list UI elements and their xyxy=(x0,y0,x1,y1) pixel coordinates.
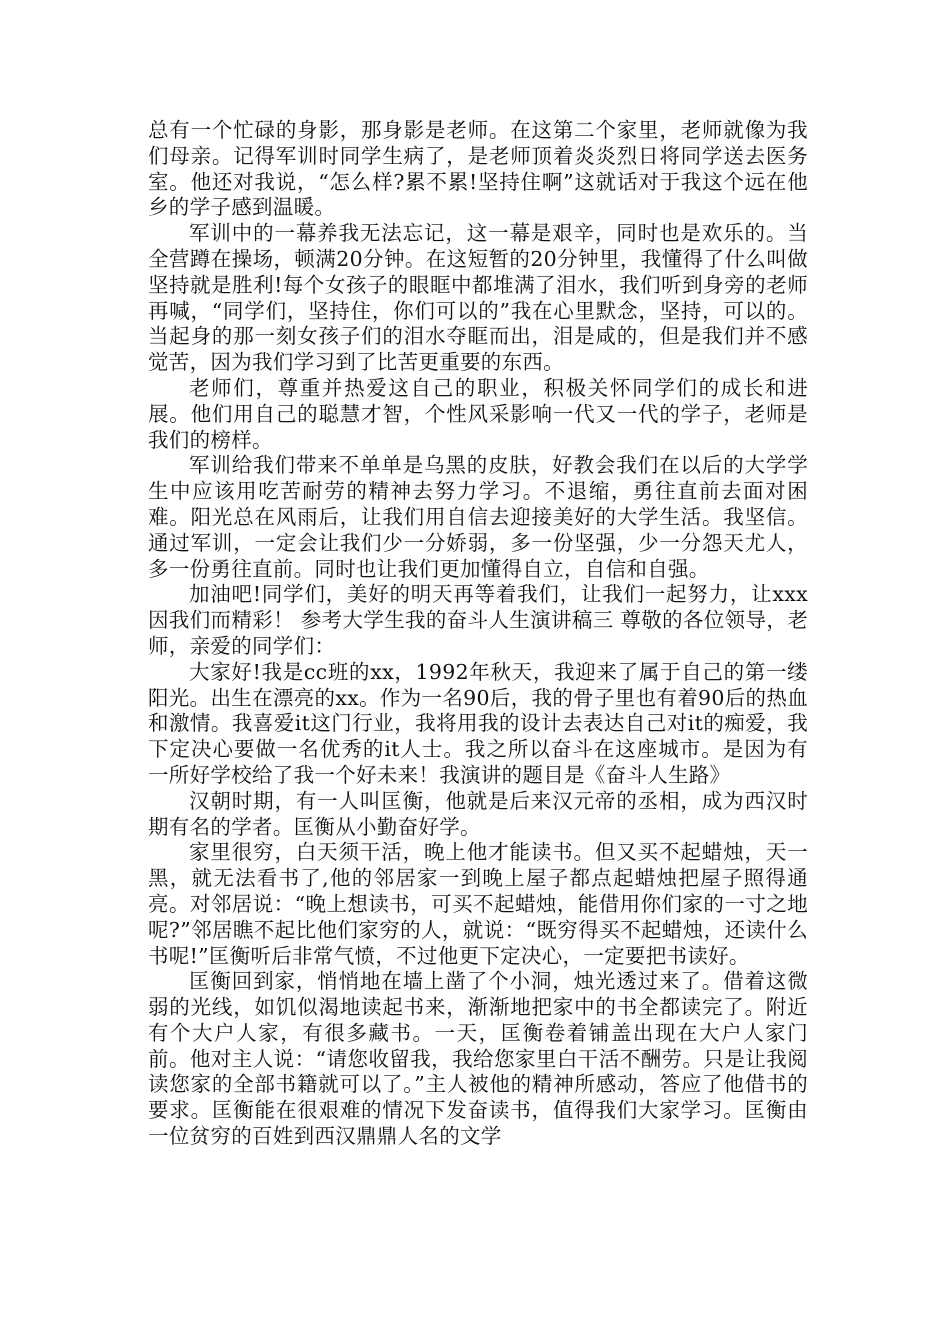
paragraph-4: 军训给我们带来不单单是乌黑的皮肤，好教会我们在以后的大学学生中应该用吃苦耐劳的精神去努力学习。不退缩，勇往直前去面对困难。阳光总在风雨后，让我们用自信去迎接美好的大学生活。我坚信。通过军训，一定会让我们少一分娇弱，多一份坚强，少一分怨天尤人，多一份勇往直前。同时也让我们更加懂得自立，自信和自强。 xyxy=(148,453,808,581)
paragraph-3: 老师们，尊重并热爱这自己的职业，积极关怀同学们的成长和进展。他们用自己的聪慧才智，个性风采影响一代又一代的学子，老师是我们的榜样。 xyxy=(148,375,808,452)
paragraph-6: 大家好!我是cc班的xx，1992年秋天，我迎来了属于自己的第一缕阳光。出生在漂亮的xx。作为一名90后，我的骨子里也有着90后的热血和激情。我喜爱it这门行业，我将用我的设计去表达自己对it的痴爱，我下定决心要做一名优秀的it人士。我之所以奋斗在这座城市。是因为有一所好学校给了我一个好未来！我演讲的题目是《奋斗人生路》 xyxy=(148,659,808,787)
paragraph-1: 总有一个忙碌的身影，那身影是老师。在这第二个家里，老师就像为我们母亲。记得军训时同学生病了，是老师顶着炎炎烈日将同学送去医务室。他还对我说，“怎么样?累不累!坚持住啊”这就话对于我这个远在他乡的学子感到温暖。 xyxy=(148,118,808,220)
paragraph-9: 匡衡回到家，悄悄地在墙上凿了个小洞，烛光透过来了。借着这微弱的光线，如饥似渴地读起书来，渐渐地把家中的书全都读完了。附近有个大户人家，有很多藏书。一天，匡衡卷着铺盖出现在大户人家门前。他对主人说：“请您收留我，我给您家里白干活不酬劳。只是让我阅读您家的全部书籍就可以了。”主人被他的精神所感动，答应了他借书的要求。匡衡能在很艰难的情况下发奋读书，值得我们大家学习。匡衡由一位贫穷的百姓到西汉鼎鼎人名的文学 xyxy=(148,969,808,1149)
paragraph-7: 汉朝时期，有一人叫匡衡，他就是后来汉元帝的丞相，成为西汉时期有名的学者。匡衡从小勤奋好学。 xyxy=(148,788,808,839)
document-body xyxy=(148,118,808,1150)
paragraph-5: 加油吧!同学们，美好的明天再等着我们，让我们一起努力，让xxx因我们而精彩！ 参考大学生我的奋斗人生演讲稿三 尊敬的各位领导，老师，亲爱的同学们： xyxy=(148,582,808,658)
paragraph-8: 家里很穷，白天须干活，晚上他才能读书。但又买不起蜡烛，天一黑，就无法看书了,他的邻居家一到晚上屋子都点起蜡烛把屋子照得通亮。对邻居说：“晚上想读书，可买不起蜡烛，能借用你们家的一寸之地呢?”邻居瞧不起比他们家穷的人，就说：“既穷得买不起蜡烛，还读什么书呢!”匡衡听后非常气愤，不过他更下定决心，一定要把书读好。 xyxy=(148,840,808,968)
paragraph-2: 军训中的一幕养我无法忘记，这一幕是艰辛，同时也是欢乐的。当全营蹲在操场，顿满20分钟。在这短暂的20分钟里，我懂得了什么叫做坚持就是胜利!每个女孩子的眼眶中都堆满了泪水，我们听到身旁的老师再喊，“同学们，坚持住，你们可以的”我在心里默念，坚持，可以的。当起身的那一刻女孩子们的泪水夺眶而出，泪是咸的，但是我们并不感觉苦，因为我们学习到了比苦更重要的东西。 xyxy=(148,221,808,375)
